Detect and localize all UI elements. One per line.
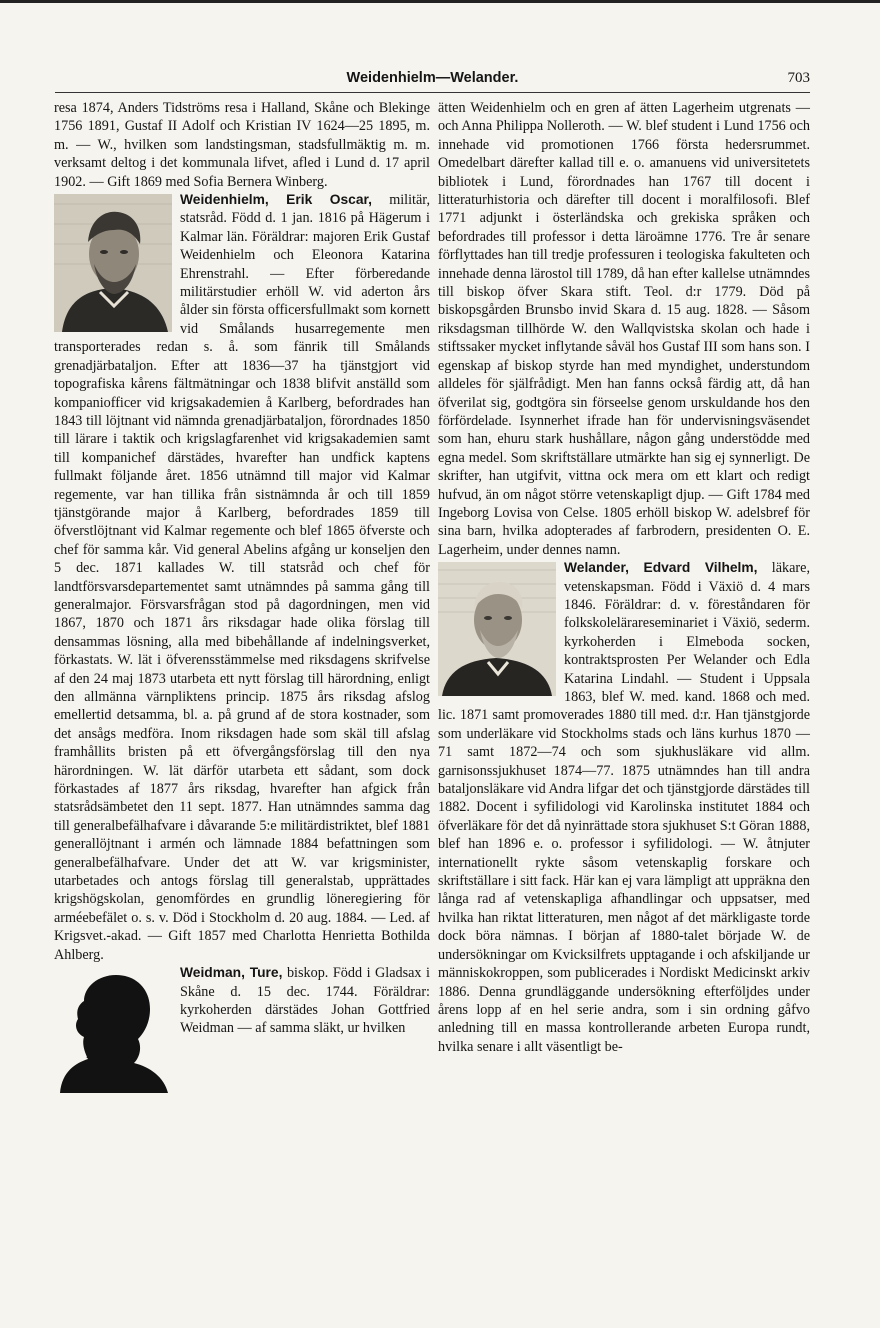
running-title: Weidenhielm—Welander. <box>346 70 519 86</box>
portrait-edvard-welander <box>438 562 556 696</box>
page-number: 703 <box>787 70 810 86</box>
entry-text-edvard: läkare, vetenskapsman. Född i Växiö d. 4 mars 1846. Föräldrar: d. v. föreståndaren för folkskolelärareseminariet i Växiö, sederm. kyrkoherden i Elmeboda socken, kontraktsprosten Per Welander och Edla Katarina Lindahl. — Student i Uppsala 1863, blef W. med. kand. 1868 och med. lic. 1871 samt promoverades 1880 till med. d:r. Han tjänstgjorde som underläkare vid Stockholms stads och läns kurhus 1870 —71 samt 1872—74 och som sjukhusläkare vid allm. garnisonssjukhuset 1874—77. 1875 utnämndes han till andra bataljonsläkare vid Andra lifgar det och tjänstgjorde därstädes till 1882. Docent i syfilidologi vid Karolinska institutet 1884 och öfverläkare för det då nyinrättade stora sjukhuset S:t Göran 1888, blef han 1896 e. o. professor i syfilidologi. — W. åtnjuter internationellt rykte såsom vetenskaplig forskare och skriftställare i sitt fack. Här kan ej vara lämpligt att uppräkna den långa rad af vetenskapliga afhandlingar och uppsatser, med hvilka han riktat litteraturen, men något af det märkligaste torde dock böra nämnas. I början af 1880-talet började W. de undersökningar om Kvicksilfrets upptagande i och afskiljande ur människokroppen, som publicerades i Nordiskt Medicinskt arkiv 1886. Denna grundläggande undersökning efterföljdes under årens lopp af en hel serie andra, som i sin ordning gåfvo anledning till en massa kontrollerande arbeten Europa rundt, hvilka senare i allt väsentligt be- <box>438 560 810 1055</box>
paragraph: ätten Weidenhielm och en gren af ätten Lagerheim utgrenats — och Anna Philippa Nolleroth. — W. blef student i Lund 1756 och innehade vid promotionen 1766 första hedersrummet. Omedelbart därefter kallad till e. o. amanuens vid universitetets bibliotek i Lund, förordnades han 1767 till docent i litteraturhistoria och därefter till docent i moralfilosofi. Blef 1771 adjunkt i österländska och grekiska språken och befordrades till professor i detta läroämne 1776. Tre år senare förflyttades han till tredje professuren i teologiska fakulteten och innehade denna lärostol till 1789, då han efter kallelse utnämndes till biskop öfver Skara stift. Teol. d:r 1779. Död på biskopsgården Brunsbo invid Skara d. 15 aug. 1828. — Såsom riksdagsman tillhörde W. den Wallqvistska skolan och hade i stiftssaker mycket inflytande såväl hos Gustaf III som hans son. I egenskap af biskop styrde han med myndighet, understundom alldeles för själfrådigt. Men han fanns också färdig att, då han öfverilat sig, godtgöra sin förseelse genom urskuldande hos den förfördelade. Isynnerhet ifrade han för undervisningsväsendet som han, ehuru stark hushållare, någon gång understödde med egna medel. Som skriftställare utmärkte han sig ej synnerligt. De skrifter, han utgifvit, vittna ock mera om ett klart och redigt hufvud, än om något större vetenskapligt djup. — Gift 1784 med Ingeborg Lovisa von Celse. 1805 erhöll biskop W. adelsbref för sina barn, hvilka adopterades af farbrodern, presidenten O. E. Lagerheim, under dennes namn. <box>438 100 810 558</box>
entry-text-ture: biskop. Född i Gladsax i Skåne d. 15 dec. 1744. Föräldrar: kyrkoherden därstädes Johan Gottfried Weidman — af samma släkt, ur hvilken <box>180 965 430 1037</box>
paragraph: resa 1874, Anders Tidströms resa i Halland, Skåne och Blekinge 1756 1891, Gustaf II Adolf och Kristian IV 1624—25 1895, m. m. — W., hvilken som landstingsman, stadsfullmäktig m. m. verksamt deltog i det kommunala lifvet, afled i Lund d. 17 april 1902. — Gift 1869 med Sofia Bernera Winberg. <box>54 100 430 190</box>
left-column <box>54 99 430 1095</box>
entry-name-edvard: Welander, Edvard Vilhelm, <box>564 560 758 576</box>
entry-text-erik: militär, statsråd. Född d. 1 jan. 1816 på Hägerum i Kalmar län. Föräldrar: majoren Erik Gustaf Weidenhielm och Eleonora Katarina Ehrenstrahl. — Efter förberedande militärstudier erhöll W. vid aderton års ålder sin första officersfullmakt som kornett vid Smålands husarregemente men transporterades redan s. å. som fänrik till Smålands grenadjärbataljon. Efter att 1836—37 ha tjänstgjort vid topografiska kårens fältmätningar och 1838 blifvit anställd som kompaniofficer vid krigsakademien å Karlberg, befordrades han 1843 till löjtnant vid nämnda grenadjärbataljon, förordnades 1850 till lärare i taktik och krigslagfarenhet vid krigsakademien samt till kompanichef därstädes, hvarefter han undfick kaptens fullmakt följande året. 1856 utnämnd till major vid Kalmar regemente, var han tillika från sistnämnda år och till 1859 tjänstgörande major å Karlberg, befordrades 1859 till öfverstlöjtnant vid Kalmar regemente och blef 1865 öfverste och chef för samma kår. Vid general Abelins afgång ur konseljen den 5 dec. 1871 kallades W. till statsråd och chef för landtförsvarsdepartementet samt utnämndes på samma gång till generalmajor. Försvarsfrågan stod på dagordningen, men vid 1867, 1870 och 1871 års riksdagar hade olika förslag till densammas lösning, alla med bibehållande af indelningsverket, förkastats. W. lät i öfverensstämmelse med riksdagens skrifvelse af den 24 maj 1873 utarbeta ett nytt förslag till härordning, enligt den allmänna värnpliktens princip. 1875 års riksdag afslog emellertid detsamma, bl. a. på grund af de stora kostnader, som det ansågs medföra. Inom riksdagen hade som skäl till afslag framhållits bristen på ett öfvergångsförslag till den nya härordningen. W. lät därför utarbeta ett sådant, som dock förkastades af 1877 års riksdag, hvarefter han afgick från statsrådsämbetet den 11 sept. 1877. Han utnämndes samma dag till generalbefälhafvare i dåvarande 5:e militärdistriktet, blef 1881 generallöjtnant i armén och lämnade 1884 befattningen som generalbefälhafvare. Under det att W. var krigsminister, utarbetades och antogs förslag till generalstab, upprättades krigshögskolan, genomfördes en grundlig löneregiering för arméebefälet o. s. v. Död i Stockholm d. 20 aug. 1884. — Led. af Krigsvet.-akad. — Gift 1857 med Charlotta Henrietta Bothilda Ahlberg. <box>54 192 430 963</box>
right-column <box>438 99 810 1056</box>
entry-name-ture: Weidman, Ture, <box>180 965 283 981</box>
entry-name-erik: Weidenhielm, Erik Oscar, <box>180 192 372 208</box>
entry-erik-weidenhielm <box>54 191 430 964</box>
entry-ture-weidman <box>54 964 430 1038</box>
portrait-erik-weidenhielm <box>54 194 172 332</box>
page-top-rule <box>0 0 880 3</box>
page-header <box>55 70 810 93</box>
silhouette-ture-weidman <box>54 967 172 1093</box>
entry-edvard-welander <box>438 559 810 1056</box>
